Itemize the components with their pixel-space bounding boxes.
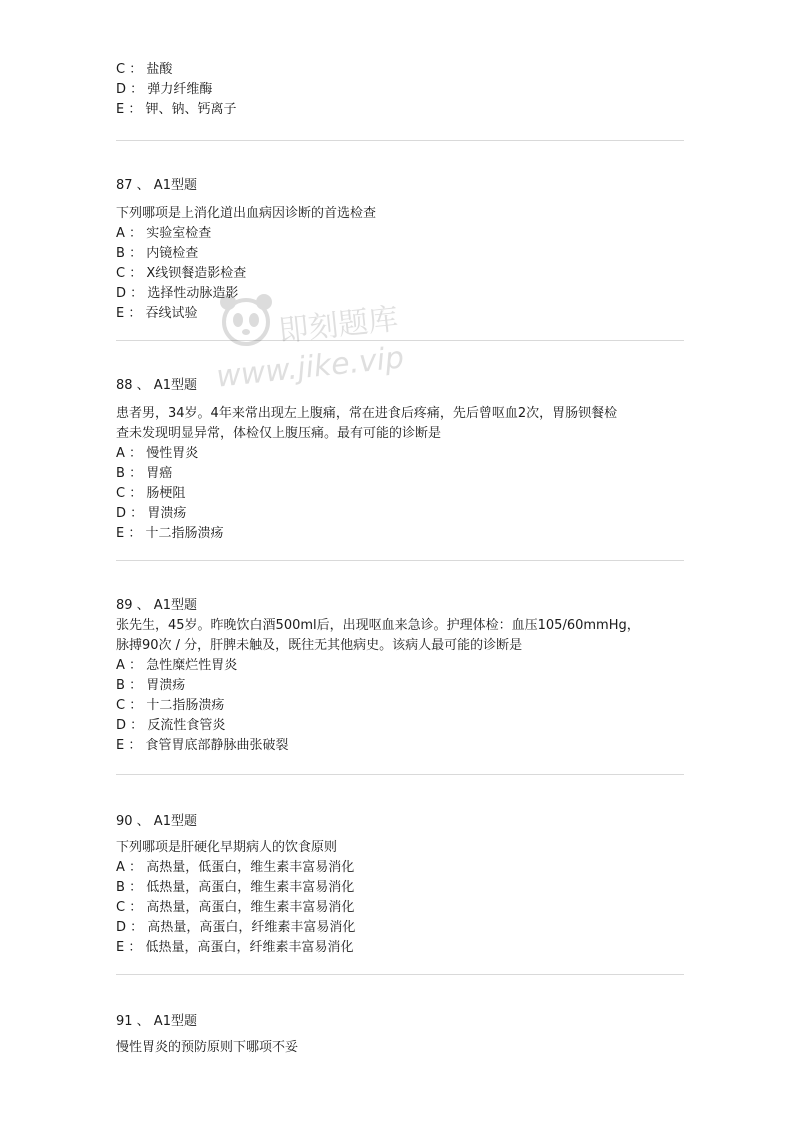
divider [116, 340, 684, 341]
divider [116, 560, 684, 561]
option-d: D ： 高热量，高蛋白，纤维素丰富易消化 [116, 920, 356, 935]
option-a: A ： 高热量，低蛋白，维生素丰富易消化 [116, 860, 355, 875]
option-c: C ： 高热量，高蛋白，维生素丰富易消化 [116, 900, 355, 915]
option-b: B ： 胃溃疡 [116, 678, 186, 693]
question-stem: 下列哪项是肝硬化早期病人的饮食原则 [116, 840, 338, 855]
question-header: 90 、 A1型题 [116, 814, 197, 829]
question-stem-line-1: 患者男，34岁。4年来常出现左上腹痛，常在进食后疼痛，先后曾呕血2次，胃肠钡餐检 [116, 406, 618, 421]
watermark-url: www.jike.vip [214, 340, 406, 395]
divider [116, 140, 684, 141]
question-89 [116, 596, 684, 756]
previous-question-options [116, 60, 684, 120]
option-d: D ： 反流性食管炎 [116, 718, 226, 733]
question-stem: 慢性胃炎的预防原则下哪项不妥 [116, 1040, 299, 1055]
option-b: B ： 低热量，高蛋白，维生素丰富易消化 [116, 880, 355, 895]
question-stem-line-2: 查未发现明显异常，体检仅上腹压痛。最有可能的诊断是 [116, 426, 442, 441]
option-e: E ： 低热量，高蛋白，纤维素丰富易消化 [116, 940, 354, 955]
question-91 [116, 1012, 684, 1058]
question-header: 89 、 A1型题 [116, 598, 197, 613]
watermark-brand: 即刻题库 [276, 301, 400, 350]
option-b: B ： 内镜检查 [116, 246, 199, 261]
option-a: A ： 急性糜烂性胃炎 [116, 658, 238, 673]
question-stem-line-1: 张先生，45岁。昨晚饮白酒500ml后，出现呕血来急诊。护理体检：血压105/60mmHg， [116, 618, 640, 633]
option-d: D ： 弹力纤维酶 [116, 82, 213, 97]
option-e: E ： 十二指肠溃疡 [116, 526, 224, 541]
option-c: C ： 肠梗阻 [116, 486, 186, 501]
divider [116, 774, 684, 775]
option-c: C ： 盐酸 [116, 62, 173, 77]
question-stem-line-2: 脉搏90次 / 分，肝脾未触及，既往无其他病史。该病人最可能的诊断是 [116, 638, 523, 653]
question-88 [116, 376, 684, 544]
option-e: E ： 吞线试验 [116, 306, 198, 321]
option-e: E ： 钾、钠、钙离子 [116, 102, 237, 117]
question-90 [116, 812, 684, 958]
divider [116, 974, 684, 975]
question-header: 88 、 A1型题 [116, 378, 197, 393]
option-b: B ： 胃癌 [116, 466, 173, 481]
question-header: 91 、 A1型题 [116, 1014, 197, 1029]
question-header: 87 、 A1型题 [116, 178, 197, 193]
option-a: A ： 慢性胃炎 [116, 446, 199, 461]
option-d: D ： 选择性动脉造影 [116, 286, 239, 301]
option-c: C ： X线钡餐造影检查 [116, 266, 247, 281]
option-e: E ： 食管胃底部静脉曲张破裂 [116, 738, 289, 753]
option-c: C ： 十二指肠溃疡 [116, 698, 225, 713]
option-a: A ： 实验室检查 [116, 226, 212, 241]
question-stem: 下列哪项是上消化道出血病因诊断的首选检查 [116, 206, 377, 221]
question-87 [116, 176, 684, 324]
option-d: D ： 胃溃疡 [116, 506, 187, 521]
